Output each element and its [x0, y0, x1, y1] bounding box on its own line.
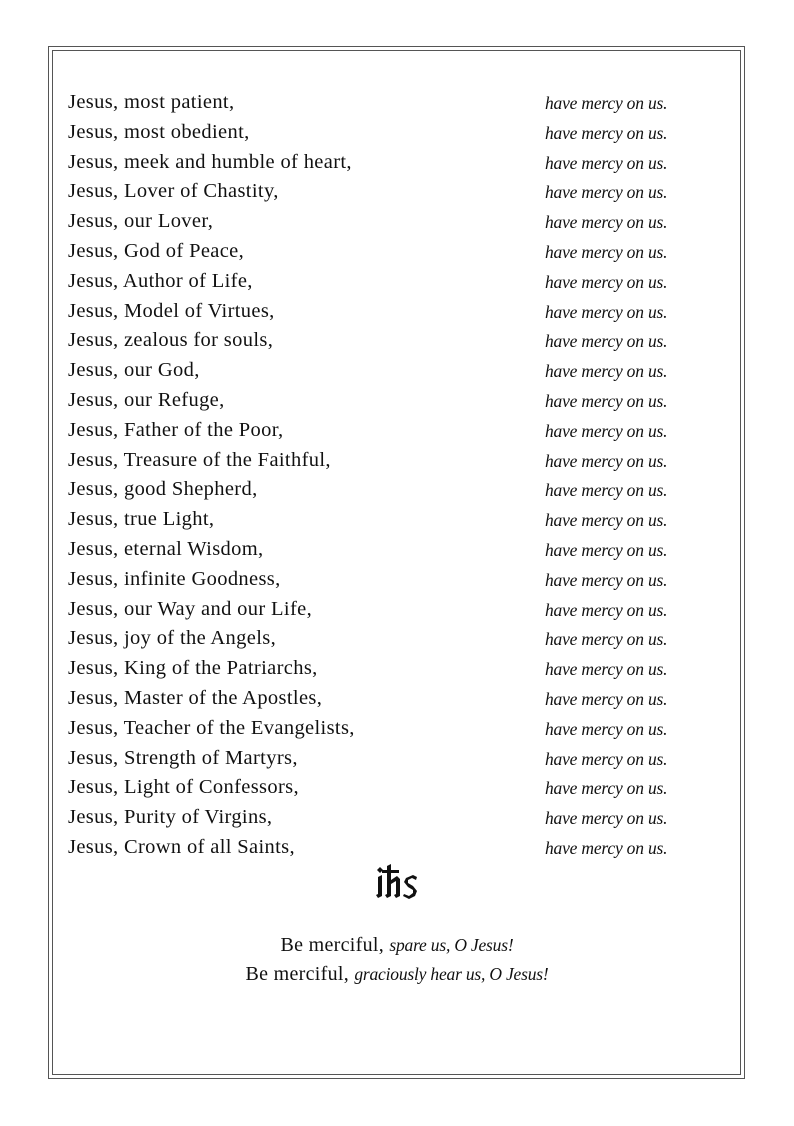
response-text: have mercy on us. [545, 599, 668, 620]
litany-row [68, 535, 668, 565]
invocation-text: Jesus, Master of the Apostles, [68, 686, 323, 709]
closing-line-2 [0, 963, 794, 986]
response-text: have mercy on us. [545, 390, 668, 411]
invocation-text: Jesus, good Shepherd, [68, 478, 258, 501]
response-text: have mercy on us. [545, 331, 668, 352]
litany-row [68, 446, 668, 476]
response-text: have mercy on us. [545, 688, 668, 709]
litany-row [68, 88, 668, 118]
litany-row [68, 416, 668, 446]
invocation-text: Jesus, Author of Life, [68, 269, 253, 292]
response-text: have mercy on us. [545, 152, 668, 173]
litany-row [68, 267, 668, 297]
litany-row [68, 565, 668, 595]
response-text: have mercy on us. [545, 301, 668, 322]
invocation-text: Jesus, infinite Goodness, [68, 567, 281, 590]
response-text: have mercy on us. [545, 629, 668, 650]
invocation-text: Jesus, eternal Wisdom, [68, 537, 264, 560]
ihs-monogram [0, 862, 794, 904]
litany-row [68, 326, 668, 356]
invocation-text: Jesus, true Light, [68, 508, 215, 531]
response-text: have mercy on us. [545, 659, 668, 680]
closing-italic: graciously hear us, O Jesus! [354, 964, 549, 984]
invocation-text: Jesus, Lover of Chastity, [68, 180, 279, 203]
response-text: have mercy on us. [545, 212, 668, 233]
closing-plain: Be merciful, [280, 934, 390, 956]
invocation-text: Jesus, Teacher of the Evangelists, [68, 716, 355, 739]
litany-row [68, 386, 668, 416]
litany-row [68, 624, 668, 654]
response-text: have mercy on us. [545, 420, 668, 441]
invocation-text: Jesus, most obedient, [68, 120, 250, 143]
response-text: have mercy on us. [545, 271, 668, 292]
invocation-text: Jesus, Purity of Virgins, [68, 806, 273, 829]
response-text: have mercy on us. [545, 480, 668, 501]
invocation-text: Jesus, our Way and our Life, [68, 597, 313, 620]
litany-row [68, 505, 668, 535]
litany-row [68, 595, 668, 625]
response-text: have mercy on us. [545, 808, 668, 829]
response-text: have mercy on us. [545, 569, 668, 590]
litany-list [68, 88, 668, 863]
litany-row [68, 237, 668, 267]
ihs-christogram-icon [373, 862, 421, 900]
invocation-text: Jesus, Light of Confessors, [68, 776, 299, 799]
response-text: have mercy on us. [545, 241, 668, 262]
litany-row [68, 177, 668, 207]
invocation-text: Jesus, Treasure of the Faithful, [68, 448, 331, 471]
invocation-text: Jesus, meek and humble of heart, [68, 150, 352, 173]
response-text: have mercy on us. [545, 93, 668, 113]
response-text: have mercy on us. [545, 778, 668, 799]
response-text: have mercy on us. [545, 837, 668, 858]
litany-row [68, 773, 668, 803]
invocation-text: Jesus, zealous for souls, [68, 329, 274, 352]
response-text: have mercy on us. [545, 748, 668, 769]
response-text: have mercy on us. [545, 361, 668, 382]
invocation-text: Jesus, Father of the Poor, [68, 418, 284, 441]
litany-row [68, 148, 668, 178]
litany-row [68, 833, 668, 863]
invocation-text: Jesus, Strength of Martyrs, [68, 746, 298, 769]
invocation-text: Jesus, Crown of all Saints, [68, 835, 295, 858]
invocation-text: Jesus, joy of the Angels, [68, 627, 277, 650]
closing-italic: spare us, O Jesus! [389, 935, 514, 955]
litany-row [68, 714, 668, 744]
invocation-text: Jesus, our Refuge, [68, 388, 225, 411]
invocation-text: Jesus, our God, [68, 359, 200, 382]
litany-row [68, 297, 668, 327]
closing-line-1 [0, 934, 794, 957]
response-text: have mercy on us. [545, 718, 668, 739]
invocation-text: Jesus, God of Peace, [68, 239, 245, 262]
closing-plain: Be merciful, [245, 963, 355, 985]
litany-row [68, 684, 668, 714]
response-text: have mercy on us. [545, 182, 668, 203]
response-text: have mercy on us. [545, 510, 668, 531]
litany-row [68, 356, 668, 386]
invocation-text: Jesus, King of the Patriarchs, [68, 657, 318, 680]
response-text: have mercy on us. [545, 122, 668, 143]
litany-row [68, 118, 668, 148]
response-text: have mercy on us. [545, 539, 668, 560]
litany-row [68, 475, 668, 505]
invocation-text: Jesus, Model of Virtues, [68, 299, 275, 322]
response-text: have mercy on us. [545, 450, 668, 471]
litany-row [68, 654, 668, 684]
litany-row [68, 207, 668, 237]
invocation-text: Jesus, most patient, [68, 91, 235, 113]
invocation-text: Jesus, our Lover, [68, 210, 214, 233]
litany-row [68, 803, 668, 833]
litany-row [68, 744, 668, 774]
